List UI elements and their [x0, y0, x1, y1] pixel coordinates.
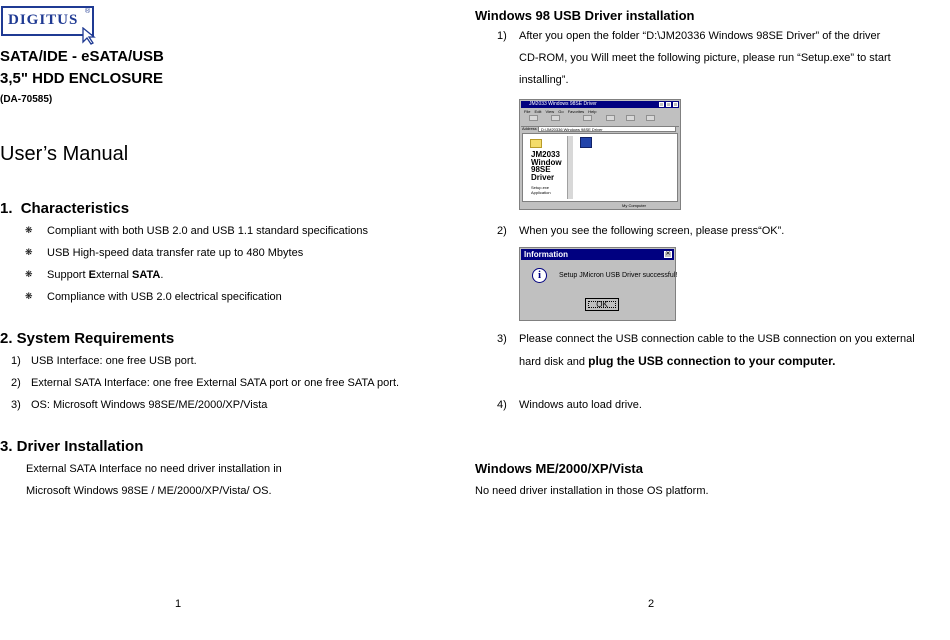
address-bar [522, 126, 678, 132]
scrollbar [567, 136, 573, 199]
section3-heading: 3. Driver Installation [0, 438, 144, 455]
manual-title: User’s Manual [0, 143, 129, 165]
up-icon [583, 115, 592, 121]
win98-heading: Windows 98 USB Driver installation [475, 8, 695, 23]
copy-icon [626, 115, 635, 121]
window-titlebar [521, 101, 679, 108]
dialog-titlebar [521, 249, 674, 260]
folder-info-panel [525, 136, 567, 199]
folder-pane [522, 133, 678, 202]
forward-icon [551, 115, 560, 121]
step1-line1: After you open the folder “D:\JM20336 Windows 98SE Driver” of the driver [519, 30, 881, 42]
folder-icon [530, 139, 542, 148]
section1-number: 1. [0, 200, 13, 217]
status-text: My Computer [622, 203, 647, 208]
dialog-title: Information [524, 250, 568, 259]
bullet3-pre: Support [47, 269, 89, 281]
bullet3-mid: xternal [95, 269, 133, 281]
close-icon [673, 102, 678, 107]
dialog-message: Setup JMicron USB Driver successful! [559, 272, 678, 279]
step4-text: Windows auto load drive. [519, 399, 642, 411]
bullet-icon: ❋ [25, 247, 33, 257]
close-icon: ✕ [665, 251, 671, 257]
setup-exe-icon [580, 137, 592, 148]
section3-line2: Microsoft Windows 98SE / ME/2000/XP/Vista/ OS. [26, 485, 272, 497]
setup-file-label: Setup.exe Application [531, 185, 551, 195]
bullet3-bold-sata: SATA [132, 269, 161, 281]
list-number: 1) [11, 355, 21, 367]
logo-wordmark: DIGITUS [8, 12, 79, 28]
section3-line1: External SATA Interface no need driver installation in [26, 463, 282, 475]
list-item: External SATA Interface: one free External SATA port or one free SATA port. [31, 377, 400, 389]
step1-line2: CD-ROM, you Will meet the following picture, please run “Setup.exe” to start [519, 52, 891, 64]
bullet-text-3 [47, 268, 163, 282]
bullet3-bold-e: E [88, 269, 96, 281]
product-title-line2: 3,5" HDD ENCLOSURE [0, 70, 163, 87]
section2-heading: 2. System Requirements [0, 330, 175, 347]
step2-text: When you see the following screen, please press“OK”. [519, 225, 785, 237]
step-number: 1) [497, 30, 507, 42]
bullet-icon: ❋ [25, 269, 33, 279]
step3-line2-bold: plug the USB connection to your computer. [588, 354, 836, 368]
product-title-line1: SATA/IDE - eSATA/USB [0, 48, 164, 65]
paste-icon [646, 115, 655, 121]
explorer-window-screenshot [519, 99, 681, 210]
address-label: Address [522, 126, 537, 131]
list-number: 3) [11, 399, 21, 411]
list-item: USB Interface: one free USB port. [31, 355, 197, 367]
address-field: D:\JM20336 Windows 98SE Driver [538, 126, 676, 132]
bullet-text-1: Compliant with both USB 2.0 and USB 1.1 standard specifications [47, 225, 369, 237]
bullet-text-2: USB High-speed data transfer rate up to 480 Mbytes [47, 247, 304, 259]
step-number: 3) [497, 333, 507, 345]
section1-title: Characteristics [20, 200, 130, 217]
information-icon: i [532, 268, 547, 283]
ok-button: OK [585, 298, 619, 311]
step3-line2-pre: hard disk and [519, 356, 589, 368]
bullet-text-4: Compliance with USB 2.0 electrical specification [47, 291, 282, 303]
step-number: 4) [497, 399, 507, 411]
step1-line3: installing”. [519, 74, 569, 86]
maximize-icon [666, 102, 671, 107]
bullet-icon: ❋ [25, 225, 33, 235]
step-number: 2) [497, 225, 507, 237]
folder-name-text: JM2033 Window 98SE Driver [531, 150, 562, 182]
status-bar [522, 203, 678, 208]
cut-icon [606, 115, 615, 121]
model-number: (DA-70585) [0, 94, 53, 105]
logo-registered-mark: ® [85, 8, 91, 15]
page-number-left: 1 [175, 598, 182, 610]
bullet3-end: . [160, 269, 164, 281]
digitus-logo [0, 5, 98, 43]
list-number: 2) [11, 377, 21, 389]
menu-bar: File Edit View Go Favorites Help [524, 109, 597, 114]
bullet-icon: ❋ [25, 291, 33, 301]
minimize-icon [659, 102, 664, 107]
step3-line1: Please connect the USB connection cable to the USB connection on you external [519, 333, 915, 345]
section1-heading [0, 200, 129, 217]
me-xp-text: No need driver installation in those OS platform. [475, 485, 709, 497]
back-icon [529, 115, 538, 121]
cursor-arrow-icon [82, 27, 98, 45]
list-item: OS: Microsoft Windows 98SE/ME/2000/XP/Vista [31, 399, 268, 411]
information-dialog-screenshot [519, 247, 676, 321]
me-xp-heading: Windows ME/2000/XP/Vista [475, 461, 643, 476]
step3-line2 [519, 354, 835, 369]
page-number-right: 2 [648, 598, 655, 610]
window-title: JM2033 Windows 98SE Driver [529, 101, 597, 107]
